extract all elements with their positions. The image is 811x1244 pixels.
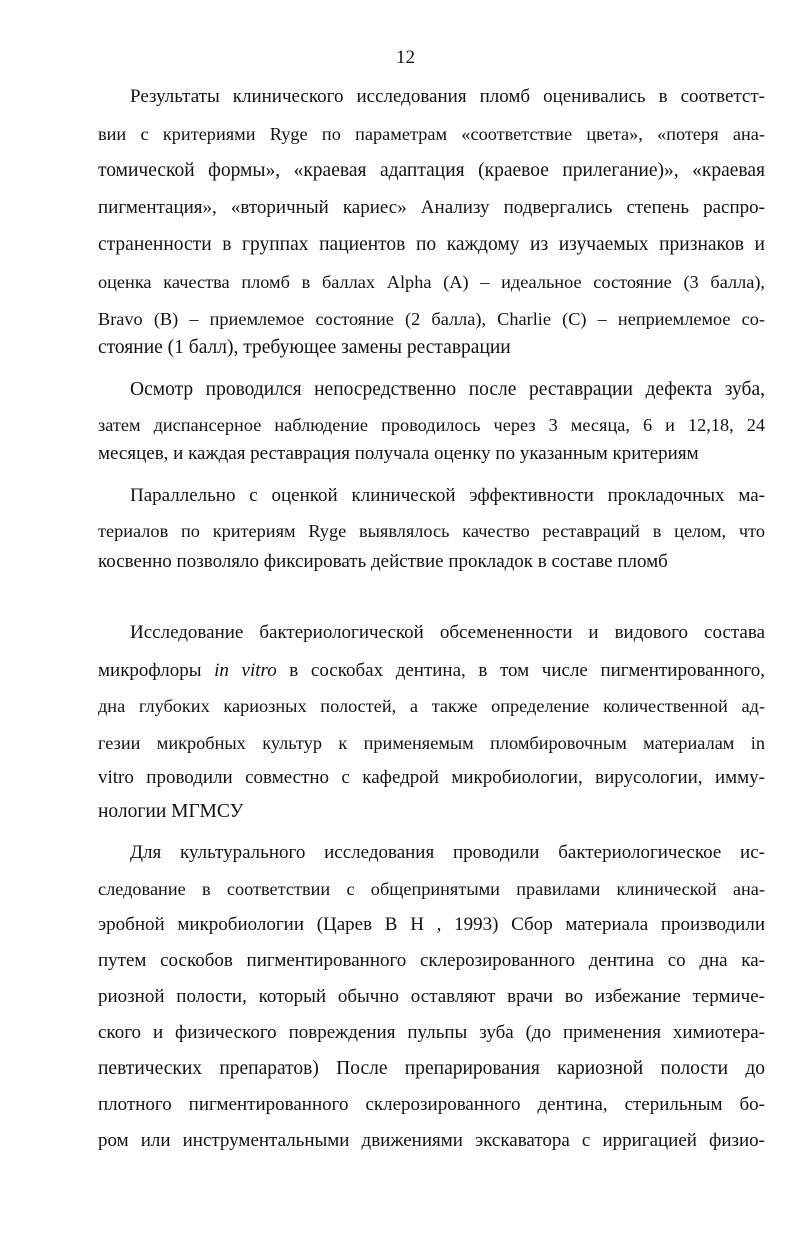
text-line: страненности в группах пациентов по каждому из изучаемых признаков и (98, 234, 765, 255)
text-line: томической формы», «краевая адаптация (краевое прилегание)», «краевая (98, 160, 765, 181)
text-line: певтических препаратов) После препарирования кариозной полости до (98, 1058, 765, 1079)
text-line: Исследование бактериологической обсемененности и видового состава (130, 622, 765, 643)
text-line: путем соскобов пигментированного склерозированного дентина со дна ка- (98, 950, 765, 971)
text-line: месяцев, и каждая реставрация получала оценку по указанным критериям (98, 443, 699, 464)
text-line: микрофлоры in vitro в соскобах дентина, в том числе пигментированного, (98, 660, 766, 681)
text-line: Параллельно с оценкой клинической эффективности прокладочных ма- (130, 485, 765, 506)
text-line: следование в соответствии с общепринятыми правилами клинической ана- (98, 879, 765, 899)
text-line: риозной полости, который обычно оставляют врачи во избежание термиче- (98, 986, 765, 1007)
text-line: Bravo (B) – приемлемое состояние (2 балла), Charlie (C) – неприемлемое со- (98, 309, 765, 329)
text-line: vitro проводили совместно с кафедрой микробиологии, вирусологии, имму- (98, 767, 765, 788)
text-line: вии с критериями Ryge по параметрам «соответствие цвета», «потеря ана- (98, 124, 765, 144)
text-line: гезии микробных культур к применяемым пломбировочным материалам in (98, 733, 765, 753)
text-line: плотного пигментированного склерозированного дентина, стерильным бо- (98, 1094, 765, 1115)
text-line: Для культурального исследования проводили бактериологическое ис- (130, 842, 765, 863)
text-line: Результаты клинического исследования пломб оценивались в соответст- (130, 86, 765, 107)
page-number: 12 (396, 47, 415, 68)
text-line: затем диспансерное наблюдение проводилось через 3 месяца, 6 и 12,18, 24 (98, 415, 765, 435)
text-line: косвенно позволяло фиксировать действие прокладок в составе пломб (98, 551, 668, 572)
text-line: Осмотр проводился непосредственно после реставрации дефекта зуба, (130, 379, 765, 400)
text-line: ром или инструментальными движениями экскаватора с ирригацией физио- (98, 1130, 765, 1151)
text-line: ского и физического повреждения пульпы зуба (до применения химиотера- (98, 1022, 765, 1043)
text-line: стояние (1 балл), требующее замены реставрации (98, 337, 511, 358)
text-line: дна глубоких кариозных полостей, а также определение количественной ад- (98, 696, 765, 716)
text-line: териалов по критериям Ryge выявлялось качество реставраций в целом, что (98, 521, 765, 541)
text-line: пигментация», «вторичный кариес» Анализу подвергались степень распро- (98, 197, 765, 218)
text-line: оценка качества пломб в баллах Alpha (A) – идеальное состояние (3 балла), (98, 272, 765, 292)
text-line: эробной микробиологии (Царев В Н , 1993) Сбор материала производили (98, 914, 765, 935)
text-line: нологии МГМСУ (98, 801, 244, 822)
